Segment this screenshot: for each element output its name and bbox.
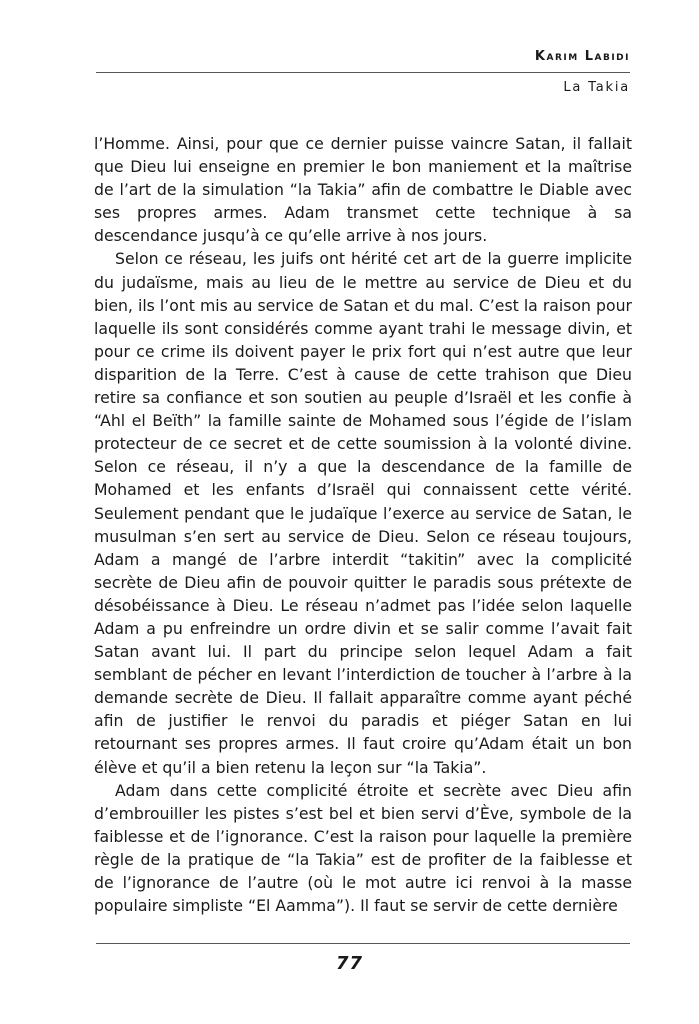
page-number: 77 <box>335 953 364 974</box>
header-book-title: La Takia <box>563 80 630 95</box>
footer-divider <box>96 943 630 944</box>
paragraph-1: l’Homme. Ainsi, pour que ce dernier puisse vaincre Satan, il fallait que Dieu lui enseigne en premier le bon maniement et la maîtrise de l’art de la simulation “la Takia” afin de combattre le Diable avec ses propres armes. Adam transmet cette technique à sa descendance jusqu’à ce qu’elle arrive à nos jours. <box>94 134 632 246</box>
header-divider <box>96 72 630 73</box>
header-author: Karim Labidi <box>534 49 630 64</box>
page-body <box>94 132 632 917</box>
paragraph-2: Selon ce réseau, les juifs ont hérité cet art de la guerre implicite du judaïsme, mais au lieu de le mettre au service de Dieu et du bien, ils l’ont mis au service de Satan et du mal. C’est la raison pour laquelle ils sont considérés comme ayant trahi le message divin, et pour ce crime ils doivent payer le prix fort qui n’est autre que leur disparition de la Terre. C’est à cause de cette trahison que Dieu retire sa confiance et son soutien au peuple d’Israël et les confie à “Ahl el Beïth” la famille sainte de Mohamed sous l’égide de l’islam protecteur de ce secret et de cette soumission à la volonté divine. Selon ce réseau, il n’y a que la descendance de la famille de Mohamed et les enfants d’Israël qui connaissent cette vérité. Seulement pendant que le judaïque l’exerce au service de Satan, le musulman s’en sert au service de Dieu. Selon ce réseau toujours, Adam a mangé de l’arbre interdit “takitin” avec la complicité secrète de Dieu afin de pouvoir quitter le paradis sous prétexte de désobéissance à Dieu. Le réseau n’admet pas l’idée selon laquelle Adam a pu enfreindre un ordre divin et se salir comme l’avait fait Satan avant lui. Il part du principe selon lequel Adam a fait semblant de pécher en levant l’interdiction de toucher à l’arbre à la demande secrète de Dieu. Il fallait apparaître comme ayant péché afin de justifier le renvoi du paradis et piéger Satan en lui retournant ses propres armes. Il faut croire qu’Adam était un bon élève et qu’il a bien retenu la leçon sur “la Takia”. <box>94 249 632 777</box>
paragraph-3: Adam dans cette complicité étroite et secrète avec Dieu afin d’embrouiller les pistes s’est bel et bien servi d’Ève, symbole de la faiblesse et de l’ignorance. C’est la raison pour laquelle la première règle de la pratique de “la Takia” est de profiter de la faiblesse et de l’ignorance de l’autre (où le mot autre ici renvoi à la masse populaire simpliste “El Aamma”). Il faut se servir de cette dernière <box>94 780 632 916</box>
